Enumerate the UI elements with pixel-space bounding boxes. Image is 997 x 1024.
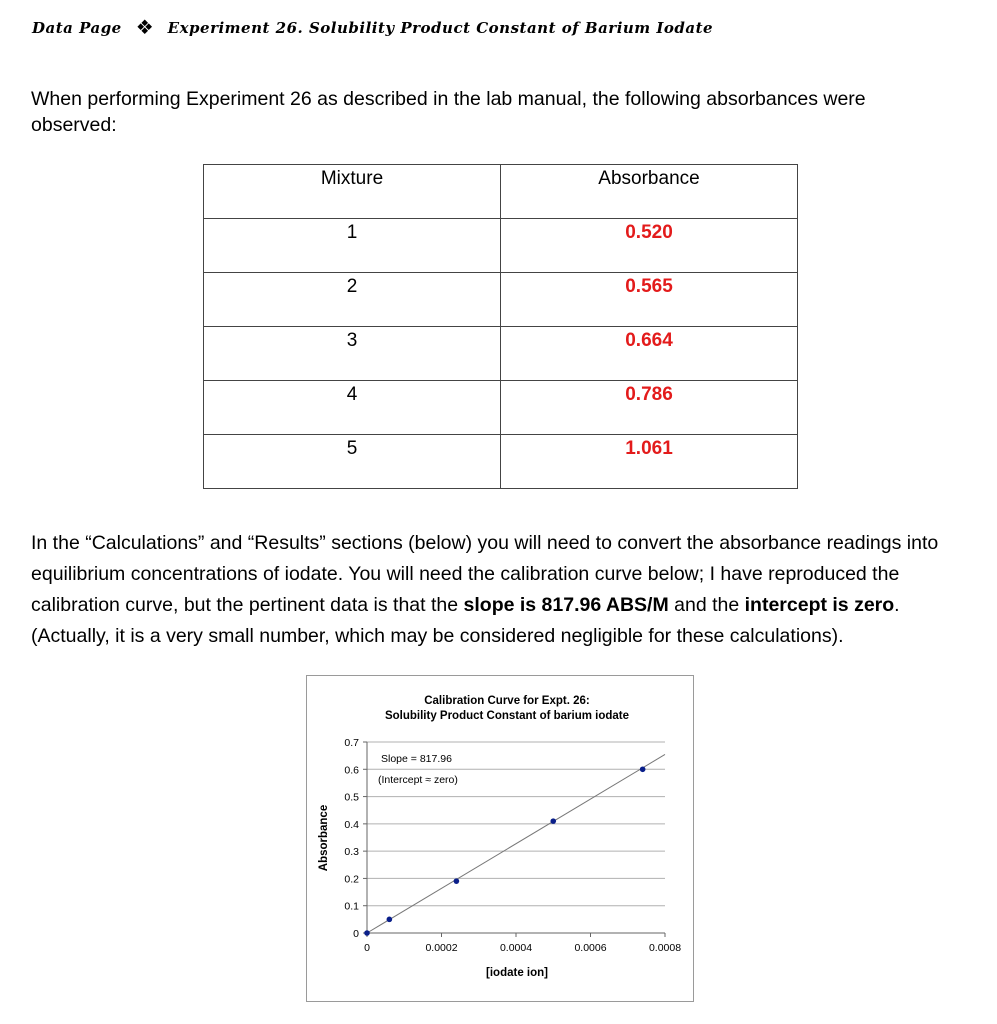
intercept-annotation: (Intercept ≈ zero) xyxy=(378,774,458,786)
paragraph-text-1: In the “Calculations” and “Results” sections (below) you will need to convert the absorbance readings into equilibrium concentrations of iodate. You will need the calibration curve below; I have reproduced the calibration curve, but the pertinent data is that the xyxy=(31,532,939,616)
mixture-cell: 5 xyxy=(204,435,501,489)
absorbance-table xyxy=(203,164,798,489)
chart-xlabel: [iodate ion] xyxy=(486,967,548,979)
diamond-icon: ❖ xyxy=(135,17,154,39)
absorbance-cell: 0.786 xyxy=(501,381,798,435)
absorbance-cell: 0.520 xyxy=(501,219,798,273)
data-point xyxy=(454,878,460,884)
intro-text: When performing Experiment 26 as described in the lab manual, the following absorbances were observed: xyxy=(31,88,866,136)
slope-statement: slope is 817.96 ABS/M xyxy=(463,594,669,616)
data-point xyxy=(550,818,556,824)
paragraph-text-3: . (Actually, it is a very small number, which may be considered negligible for these calculations). xyxy=(31,594,900,647)
mixture-cell: 3 xyxy=(204,327,501,381)
absorbance-cell: 1.061 xyxy=(501,435,798,489)
x-tick-label: 0 xyxy=(364,942,370,954)
table-row xyxy=(204,273,798,327)
paragraph-text-2: and the xyxy=(668,594,745,616)
x-tick-label: 0.0008 xyxy=(648,942,682,954)
y-tick-label: 0.6 xyxy=(344,764,359,777)
y-tick-label: 0 xyxy=(353,928,359,940)
intercept-statement: intercept is zero xyxy=(744,594,895,616)
slope-annotation: Slope = 817.96 xyxy=(381,753,452,765)
data-point xyxy=(387,917,393,923)
y-tick-label: 0.3 xyxy=(344,846,359,859)
table-header-row xyxy=(204,165,798,219)
x-tick-label: 0.0002 xyxy=(425,942,458,954)
absorbance-cell: 0.565 xyxy=(501,273,798,327)
y-tick-label: 0.5 xyxy=(344,791,359,804)
y-tick-label: 0.2 xyxy=(344,873,359,886)
mixture-cell: 2 xyxy=(204,273,501,327)
page-header xyxy=(32,8,713,48)
absorbance-cell: 0.664 xyxy=(501,327,798,381)
data-point xyxy=(640,766,646,772)
calibration-chart xyxy=(306,675,694,1002)
table-row xyxy=(204,327,798,381)
table-row xyxy=(204,381,798,435)
table-header-mixture: Mixture xyxy=(204,165,501,219)
instructions-paragraph xyxy=(31,528,971,652)
chart-subtitle: Solubility Product Constant of barium iodate xyxy=(384,710,630,722)
y-tick-label: 0.4 xyxy=(344,818,359,831)
table-header-absorbance: Absorbance xyxy=(501,165,798,219)
header-data-page: Data Page xyxy=(32,19,122,37)
x-tick-label: 0.0004 xyxy=(499,942,533,954)
chart-title: Calibration Curve for Expt. 26: xyxy=(424,695,590,707)
header-experiment-title: Experiment 26. Solubility Product Constant of Barium Iodate xyxy=(167,19,714,37)
calibration-chart-svg xyxy=(307,676,693,1001)
y-tick-label: 0.1 xyxy=(344,900,359,913)
chart-ylabel: Absorbance xyxy=(318,804,330,872)
table-row xyxy=(204,435,798,489)
y-tick-label: 0.7 xyxy=(344,737,359,749)
x-tick-label: 0.0006 xyxy=(574,942,607,954)
table-row xyxy=(204,219,798,273)
data-point xyxy=(364,930,370,936)
mixture-cell: 1 xyxy=(204,219,501,273)
mixture-cell: 4 xyxy=(204,381,501,435)
